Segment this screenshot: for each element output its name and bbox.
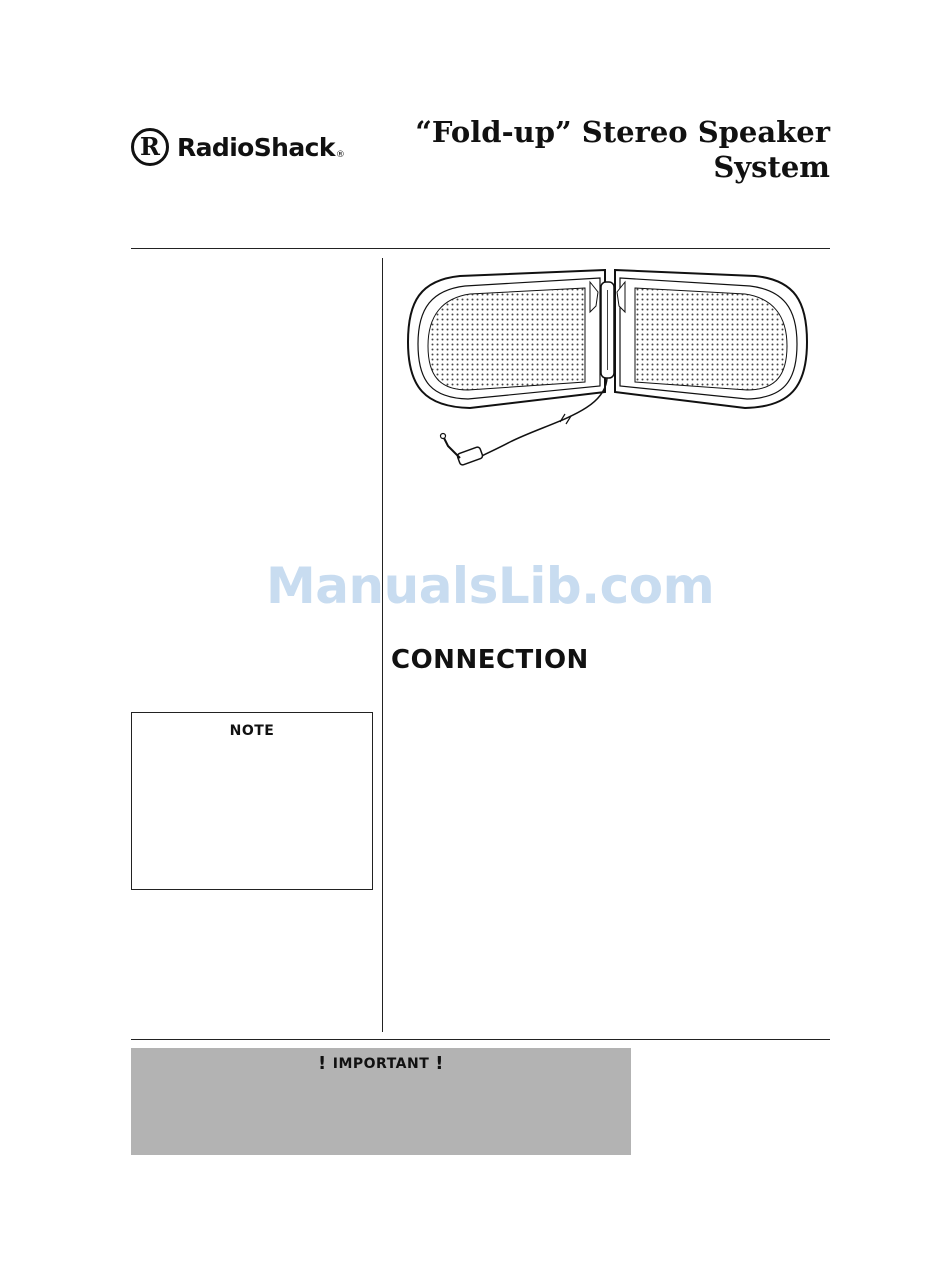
- important-title-row: [131, 1053, 631, 1074]
- document-title-line-1: “Fold-up” Stereo Speaker: [415, 115, 830, 149]
- note-title: NOTE: [229, 723, 275, 739]
- exclamation-icon: !: [318, 1053, 327, 1074]
- important-title: IMPORTANT: [332, 1055, 430, 1072]
- note-box: [131, 712, 373, 890]
- watermark: ManualsLib.com: [266, 557, 715, 615]
- brand-name: RadioShack: [177, 132, 335, 162]
- radioshack-logo: [131, 128, 345, 166]
- registered-mark: ®: [335, 150, 345, 160]
- document-title: [410, 115, 830, 185]
- exclamation-icon: !: [435, 1053, 444, 1074]
- fold-up-speaker-illustration: [400, 262, 820, 482]
- bottom-divider: [131, 1039, 830, 1040]
- document-title-line-2: System: [713, 150, 830, 184]
- important-box: [131, 1048, 631, 1155]
- brand-circle-mark: R: [131, 128, 169, 166]
- top-divider: [131, 248, 830, 249]
- connection-heading: CONNECTION: [391, 645, 589, 675]
- column-divider: [382, 258, 383, 1032]
